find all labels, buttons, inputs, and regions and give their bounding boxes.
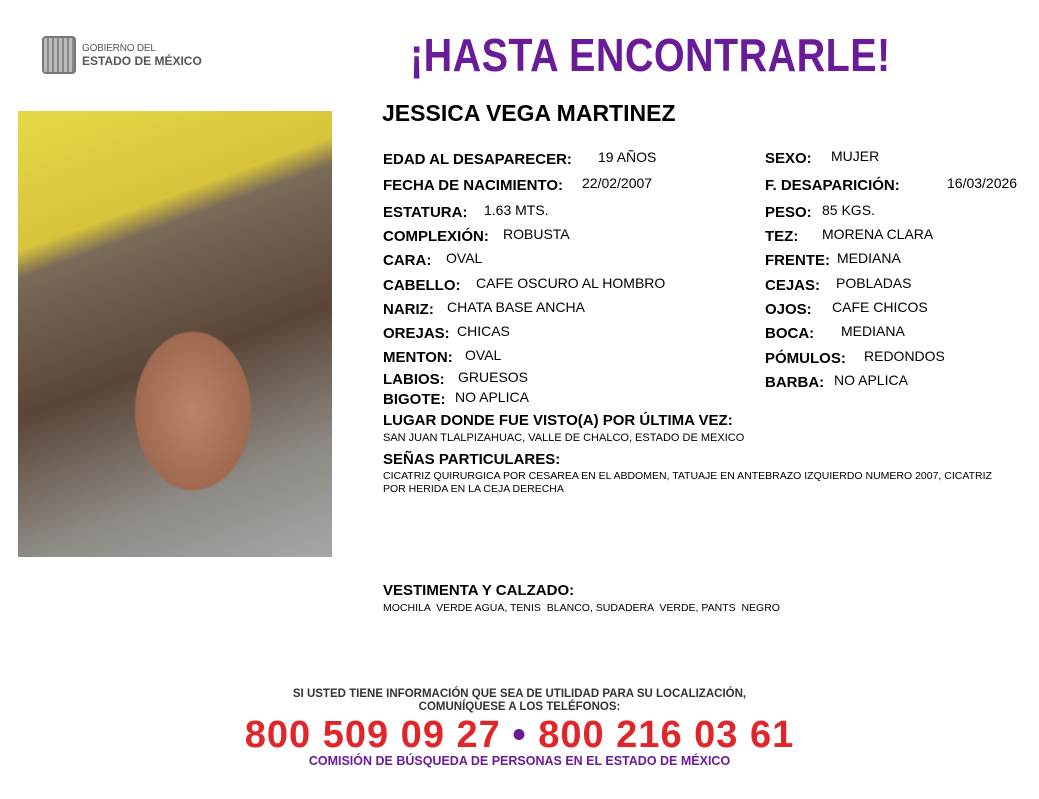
field-value: MUJER xyxy=(831,148,880,164)
field-label: ESTATURA: xyxy=(383,204,468,221)
field-label: CABELLO: xyxy=(383,277,461,294)
field-value: 19 AÑOS xyxy=(598,149,657,165)
field-label: CARA: xyxy=(383,252,432,269)
field-value: REDONDOS xyxy=(864,348,945,364)
field-value: POBLADAS xyxy=(836,275,912,291)
last-seen-label: LUGAR DONDE FUE VISTO(A) POR ÚLTIMA VEZ: xyxy=(383,412,733,429)
field-label: F. DESAPARICIÓN: xyxy=(765,177,900,194)
poster-title: ¡HASTA ENCONTRARLE! xyxy=(410,29,891,81)
separator-dot: • xyxy=(512,714,527,756)
field-label: FRENTE: xyxy=(765,252,830,269)
field-label: BARBA: xyxy=(765,374,825,391)
person-photo xyxy=(18,111,332,557)
last-seen-value: SAN JUAN TLALPIZAHUAC, VALLE DE CHALCO, ESTADO DE MEXICO xyxy=(383,432,745,444)
info-text xyxy=(0,688,1039,714)
field-value: 22/02/2007 xyxy=(582,175,653,191)
field-label: TEZ: xyxy=(765,228,799,245)
field-label: BIGOTE: xyxy=(383,391,446,408)
logo-line1: GOBIERNO DEL xyxy=(82,42,156,54)
clothing-label: VESTIMENTA Y CALZADO: xyxy=(383,582,575,599)
field-label: PESO: xyxy=(765,204,812,221)
person-name: JESSICA VEGA MARTINEZ xyxy=(382,100,676,126)
field-value: OVAL xyxy=(446,250,483,266)
field-label: EDAD AL DESAPARECER: xyxy=(383,151,572,168)
field-value: 16/03/2026 xyxy=(947,175,1018,191)
field-value: MEDIANA xyxy=(837,250,901,266)
field-value: CAFE CHICOS xyxy=(832,299,928,315)
clothing-value: MOCHILA VERDE AGUA, TENIS BLANCO, SUDADERA VERDE, PANTS NEGRO xyxy=(383,602,780,614)
field-label: MENTON: xyxy=(383,349,453,366)
field-label: NARIZ: xyxy=(383,301,434,318)
field-value: MORENA CLARA xyxy=(822,226,934,242)
field-label: COMPLEXIÓN: xyxy=(383,228,489,245)
field-label: OREJAS: xyxy=(383,325,450,342)
field-value: NO APLICA xyxy=(455,389,529,405)
field-value: NO APLICA xyxy=(834,372,908,388)
phone-numbers xyxy=(0,714,1039,757)
field-value: CHICAS xyxy=(457,323,510,339)
state-seal-icon xyxy=(42,36,76,74)
field-value: CAFE OSCURO AL HOMBRO xyxy=(476,275,666,291)
field-value: ROBUSTA xyxy=(503,226,570,242)
field-value: 85 KGS. xyxy=(822,202,875,218)
field-label: BOCA: xyxy=(765,325,815,342)
field-value: 1.63 MTS. xyxy=(484,202,549,218)
commission-name: COMISIÓN DE BÚSQUEDA DE PERSONAS EN EL ESTADO DE MÉXICO xyxy=(308,754,731,768)
info-line2: COMUNÍQUESE A LOS TELÉFONOS: xyxy=(418,701,621,713)
government-logo xyxy=(42,36,202,74)
phone-1[interactable]: 800 509 09 27 xyxy=(244,714,501,756)
phone-2[interactable]: 800 216 03 61 xyxy=(538,714,795,756)
field-value: CHATA BASE ANCHA xyxy=(447,299,585,315)
field-value: MEDIANA xyxy=(841,323,905,339)
field-label: FECHA DE NACIMIENTO: xyxy=(383,177,563,194)
field-label: OJOS: xyxy=(765,301,812,318)
info-line1: SI USTED TIENE INFORMACIÓN QUE SEA DE UTILIDAD PARA SU LOCALIZACIÓN, xyxy=(292,688,747,700)
marks-label: SEÑAS PARTICULARES: xyxy=(383,451,561,468)
field-value: OVAL xyxy=(465,347,502,363)
field-value: GRUESOS xyxy=(458,369,529,385)
marks-value: CICATRIZ QUIRURGICA POR CESAREA EN EL ABDOMEN, TATUAJE EN ANTEBRAZO IZQUIERDO NUMERO 2007, CICATRIZ POR HERIDA EN LA CEJA DERECHA xyxy=(383,470,992,495)
field-label: PÓMULOS: xyxy=(765,350,846,367)
field-label: LABIOS: xyxy=(383,371,445,388)
logo-line2: ESTADO DE MÉXICO xyxy=(82,53,202,68)
field-label: CEJAS: xyxy=(765,277,821,294)
field-label: SEXO: xyxy=(765,150,812,167)
